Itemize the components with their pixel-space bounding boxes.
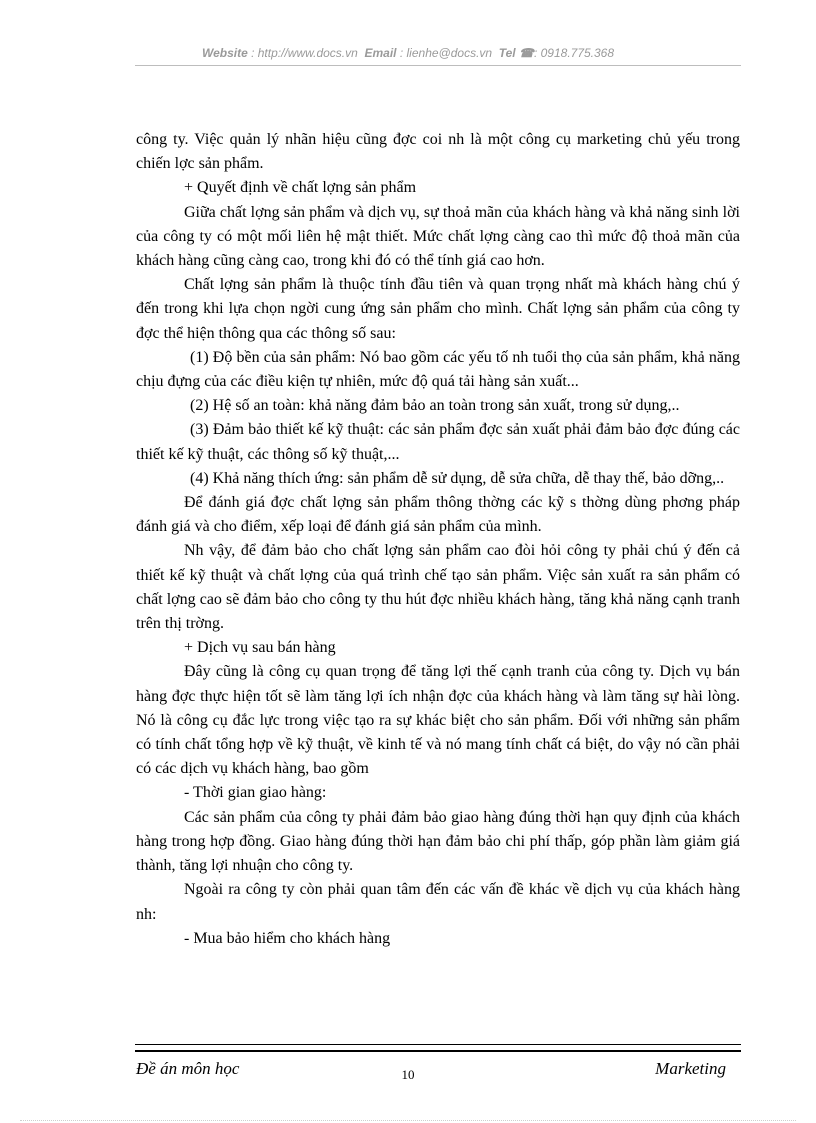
page-number: 10 [401,1067,415,1082]
paragraph: (3) Đảm bảo thiết kế kỹ thuật: các sản phẩm đợc sản xuất phải đảm bảo đợc đúng các thiết kế kỹ thuật, các thông số kỹ thuật,... [136,421,740,463]
paragraph: Các sản phẩm của công ty phải đảm bảo giao hàng đúng thời hạn quy định của khách hàng trong hợp đồng. Giao hàng đúng thời hạn đảm bảo chi phí thấp, góp phần làm giảm giá thành, tăng lợi nhuận cho công ty. [136,808,740,875]
document-body [136,128,740,951]
website-label: Website [201,46,248,60]
paragraph: Giữa chất lợng sản phẩm và dịch vụ, sự thoả mãn của khách hàng và khả năng sinh lời của công ty có một mối liên hệ mật thiết. Mức chất lợng càng cao thì mức độ thoả mãn của khách hàng cũng càng cao, trong khi đó có thể tính giá cao hơn. [136,203,740,270]
footer-divider-thick [135,1050,741,1052]
paragraph: Chất lợng sản phẩm là thuộc tính đầu tiên và quan trọng nhất mà khách hàng chú ý đến trong khi lựa chọn ngời cung ứng sản phẩm cho mình. Chất lợng sản phẩm của công ty đợc thể hiện thông qua các thông số sau: [136,276,740,342]
tel-value: : 0918.775.368 [533,46,615,60]
footer-subject: Marketing [655,1059,726,1078]
page-header [0,46,816,60]
website-value: : http://www.docs.vn [251,46,358,60]
phone-icon: ☎ [519,46,534,60]
footer-course-title: Đề án môn học [136,1059,240,1078]
paragraph: (4) Khả năng thích ứng: sản phẩm dễ sử dụng, dễ sửa chữa, dễ thay thế, bảo dỡng,.. [190,469,725,487]
paragraph: Để đánh giá đợc chất lợng sản phẩm thông thờng các kỹ s thờng dùng phơng pháp đánh giá và cho điểm, xếp loại để đánh giá sản phẩm của mình. [136,494,740,536]
paragraph: + Dịch vụ sau bán hàng [184,639,336,657]
paragraph: + Quyết định về chất lợng sản phẩm [184,179,417,197]
header-divider [135,65,741,66]
paragraph: công ty. Việc quản lý nhãn hiệu cũng đợc coi nh là một công cụ marketing chủ yếu trong chiến lợc sản phẩm. [136,131,740,173]
paragraph: (1) Độ bền của sản phẩm: Nó bao gồm các yếu tố nh tuổi thọ của sản phẩm, khả năng chịu đựng của các điều kiện tự nhiên, mức độ quá tải hàng sản xuất... [136,348,740,391]
paragraph: Đây cũng là công cụ quan trọng để tăng lợi thế cạnh tranh của công ty. Dịch vụ bán hàng đợc thực hiện tốt sẽ làm tăng lợi ích nhận đợc của khách hàng và làm tăng sự hài lòng. Nó là công cụ đắc lực trong việc tạo ra sự khác biệt cho sản phẩm. Đối với những sản phẩm có tính chất tổng hợp về kỹ thuật, về kinh tế và nó mang tính chất cá biệt, do vậy nó cần phải có các dịch vụ khách hàng, bao gồm [136,663,740,778]
paragraph: - Thời gian giao hàng: [184,784,327,802]
paragraph: Nh vậy, để đảm bảo cho chất lợng sản phẩm cao đòi hỏi công ty phải chú ý đến cả thiết kế kỹ thuật và chất lợng của quá trình chế tạo sản phẩm. Việc sản xuất ra sản phẩm có chất lợng cao sẽ đảm bảo cho công ty thu hút đợc nhiều khách hàng, tăng khả năng cạnh tranh trên thị trờng. [136,542,740,633]
email-label: Email [364,46,397,60]
paragraph: (2) Hệ số an toàn: khả năng đảm bảo an toàn trong sản xuất, trong sử dụng,.. [190,397,680,415]
email-value: : lienhe@docs.vn [399,46,493,60]
page-bottom-border [20,1120,796,1121]
paragraph: - Mua bảo hiểm cho khách hàng [184,929,391,947]
paragraph: Ngoài ra công ty còn phải quan tâm đến các vấn đề khác về dịch vụ của khách hàng nh: [136,881,740,923]
tel-label: Tel [498,46,516,60]
footer-divider [135,1044,741,1045]
